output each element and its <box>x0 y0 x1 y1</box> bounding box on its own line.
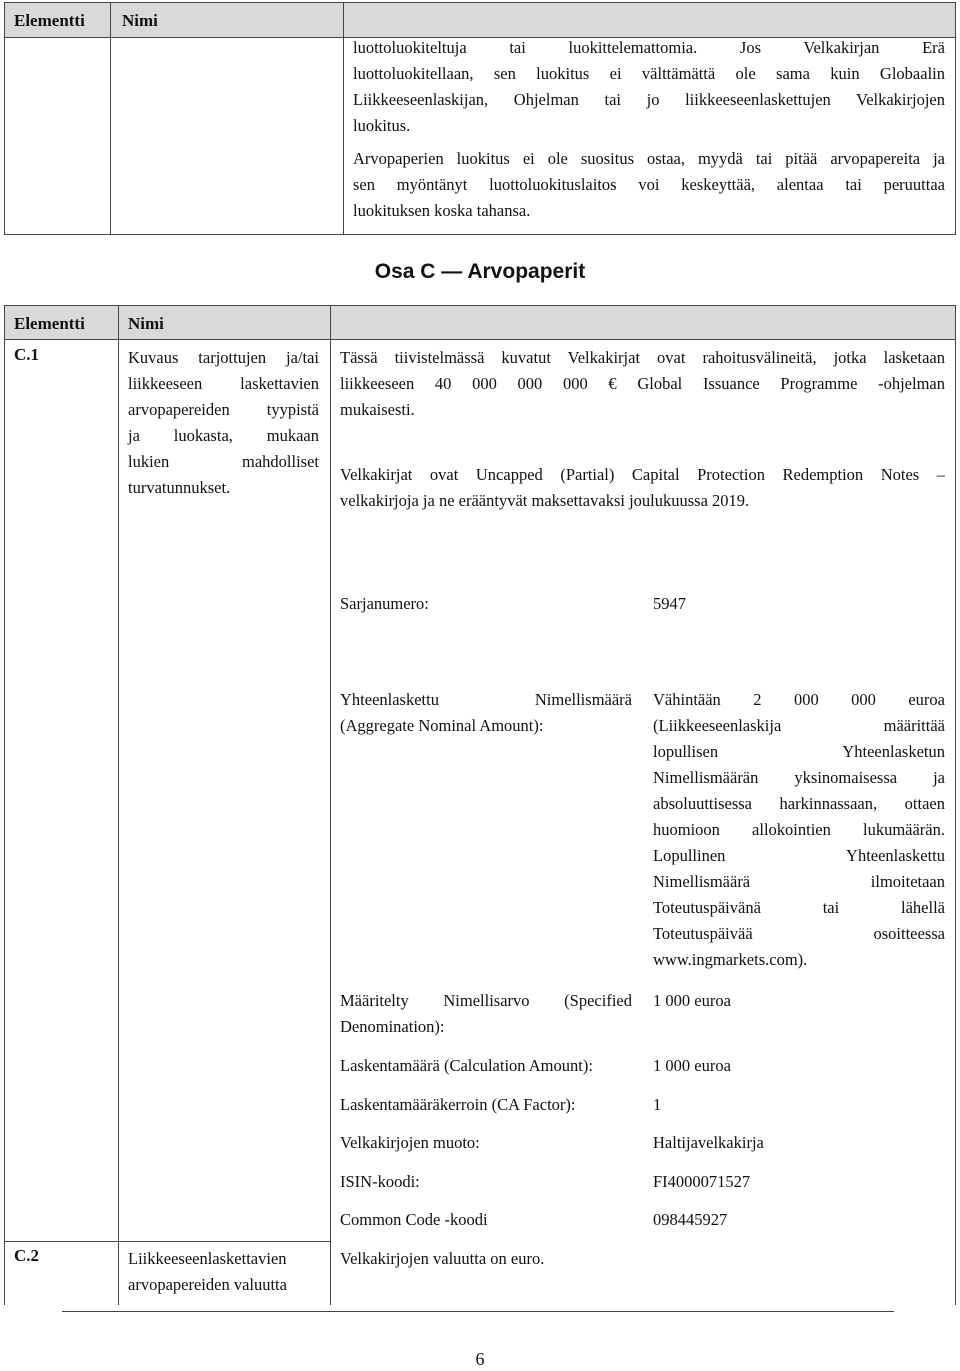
c2-description: Velkakirjojen valuutta on euro. <box>340 1249 545 1268</box>
element-c1-name <box>128 345 319 501</box>
text-line: Nimellismäärä ilmoitetaan <box>653 872 945 891</box>
text-line: (Liikkeeseenlaskija määrittää <box>653 716 945 735</box>
denomination-value: 1 000 euroa <box>653 991 731 1010</box>
element-c2-name <box>128 1246 323 1298</box>
rating-paragraph-2 <box>353 146 945 224</box>
text-line: Yhteenlaskettu Nimellismäärä <box>340 690 632 709</box>
header-nimi: Nimi <box>128 314 164 333</box>
table-1-header <box>4 2 955 37</box>
text-line: huomioon allokointien lukumäärän. <box>653 820 945 839</box>
page-number: 6 <box>475 1349 485 1369</box>
header-elementti: Elementti <box>14 11 85 30</box>
footer-rule <box>62 1311 894 1312</box>
text-line: luokituksen koska tahansa. <box>353 201 531 220</box>
text-line: turvatunnukset. <box>128 478 231 497</box>
aggregate-value <box>653 687 945 973</box>
header-nimi: Nimi <box>122 11 158 30</box>
text-line: absoluuttisessa harkinnassaan, ottaen <box>653 794 945 813</box>
denomination-label <box>340 988 632 1040</box>
series-label: Sarjanumero: <box>340 594 429 613</box>
header-elementti: Elementti <box>14 314 85 333</box>
text-line: Liikkeeseenlaskettavien <box>128 1249 287 1268</box>
calculation-value: 1 000 euroa <box>653 1056 731 1075</box>
text-line: luottoluokitellaan, sen luokitus ei välttämättä ole sama kuin Globaalin <box>353 64 945 83</box>
series-value: 5947 <box>653 594 686 613</box>
element-c2: C.2 <box>14 1246 40 1265</box>
text-line: luokitus. <box>353 116 411 135</box>
text-line: Liikkeeseenlaskijan, Ohjelman tai jo liikkeeseenlaskettujen Velkakirjojen <box>353 90 945 109</box>
rating-paragraph-1 <box>353 35 945 139</box>
common-code-value: 098445927 <box>653 1210 728 1229</box>
text-line: arvopapereiden tyypistä <box>128 400 319 419</box>
text-line: luottoluokiteltuja tai luokittelemattomia. Jos Velkakirjan Erä <box>353 38 945 57</box>
text-line: Toteutuspäivänä tai lähellä <box>653 898 945 917</box>
form-label: Velkakirjojen muoto: <box>340 1133 480 1152</box>
common-code-label: Common Code -koodi <box>340 1210 488 1229</box>
calculation-label: Laskentamäärä (Calculation Amount): <box>340 1056 593 1075</box>
c1-description-2 <box>340 462 945 514</box>
text-line: liikkeeseen 40 000 000 000 € Global Issuance Programme -ohjelman <box>340 374 945 393</box>
text-line: (Aggregate Nominal Amount): <box>340 716 544 735</box>
table-2-header <box>4 305 955 339</box>
text-line: Nimellismäärän yksinomaisessa ja <box>653 768 945 787</box>
text-line: Lopullinen Yhteenlaskettu <box>653 846 945 865</box>
text-line: Toteutuspäivää osoitteessa <box>653 924 945 943</box>
aggregate-label <box>340 687 632 739</box>
element-c1: C.1 <box>14 345 40 364</box>
text-line: ja luokasta, mukaan <box>128 426 319 445</box>
text-line: lukien mahdolliset <box>128 452 319 471</box>
form-value: Haltijavelkakirja <box>653 1133 764 1152</box>
text-line: liikkeeseen laskettavien <box>128 374 319 393</box>
isin-label: ISIN-koodi: <box>340 1172 420 1191</box>
section-title: Osa C — Arvopaperit <box>374 260 586 283</box>
ca-factor-label: Laskentamääräkerroin (CA Factor): <box>340 1095 576 1114</box>
ca-factor-value: 1 <box>653 1095 662 1114</box>
text-line: mukaisesti. <box>340 400 415 419</box>
text-line: Tässä tiivistelmässä kuvatut Velkakirjat ovat rahoitusvälineitä, jotka lasketaan <box>340 348 945 367</box>
c1-description-1 <box>340 345 945 423</box>
text-line: Määritelty Nimellisarvo (Specified <box>340 991 632 1010</box>
text-line: Arvopaperien luokitus ei ole suositus ostaa, myydä tai pitää arvopapereita ja <box>353 149 945 168</box>
text-line: www.ingmarkets.com). <box>653 950 808 969</box>
text-line: sen myöntänyt luottoluokituslaitos voi keskeyttää, alentaa tai peruuttaa <box>353 175 945 194</box>
text-line: lopullisen Yhteenlasketun <box>653 742 945 761</box>
text-line: velkakirjoja ja ne erääntyvät maksettavaksi joulukuussa 2019. <box>340 491 750 510</box>
text-line: Vähintään 2 000 000 euroa <box>653 690 945 709</box>
text-line: Velkakirjat ovat Uncapped (Partial) Capital Protection Redemption Notes – <box>340 465 945 484</box>
text-line: arvopapereiden valuutta <box>128 1275 287 1294</box>
text-line: Kuvaus tarjottujen ja/tai <box>128 348 319 367</box>
text-line: Denomination): <box>340 1017 445 1036</box>
isin-value: FI4000071527 <box>653 1172 751 1191</box>
